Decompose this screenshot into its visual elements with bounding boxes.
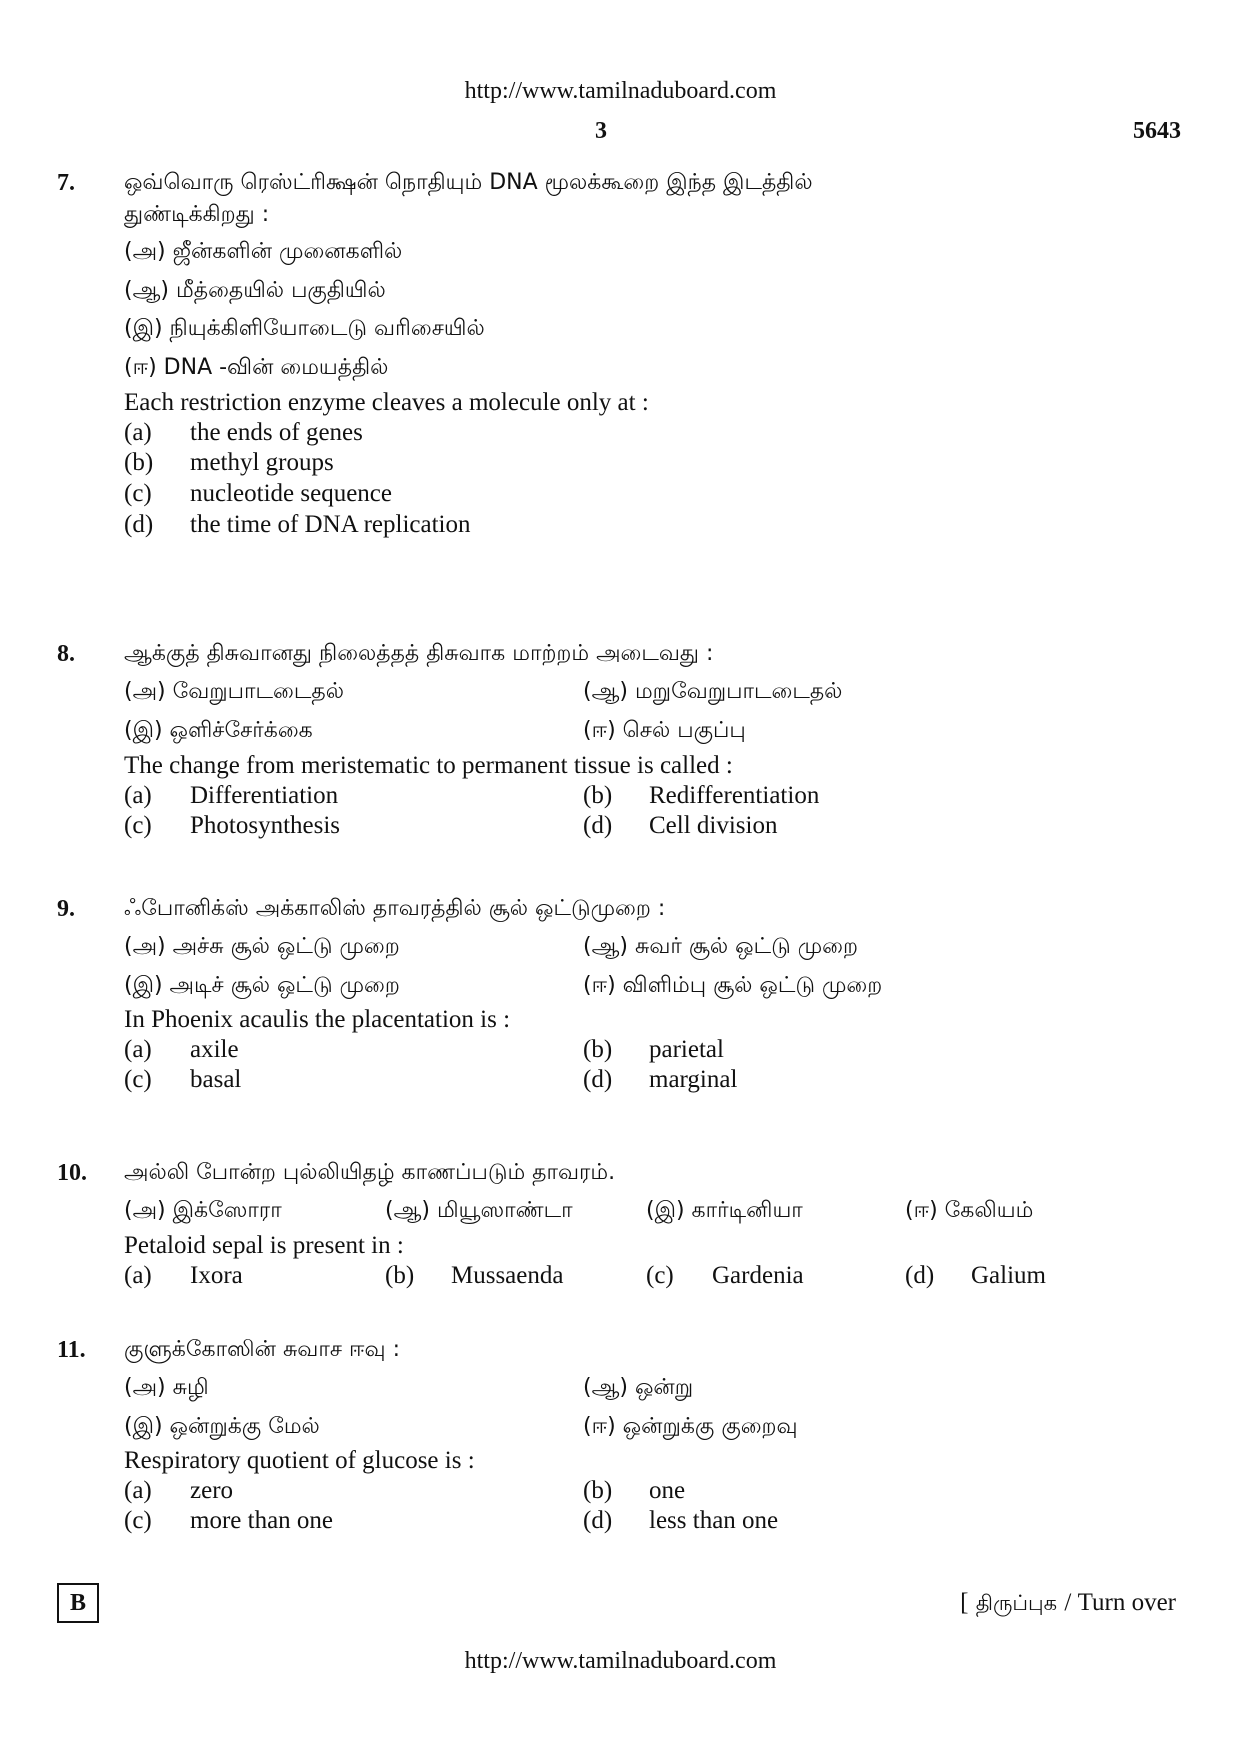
paper-code: 5643: [1133, 118, 1181, 144]
option-label: (a): [124, 1262, 152, 1289]
option-label: (b): [385, 1262, 415, 1289]
option-label: (a): [124, 1477, 152, 1504]
turn-over-bracket: [: [960, 1589, 969, 1616]
option-text: less than one: [649, 1507, 779, 1534]
option-text: Photosynthesis: [190, 812, 341, 839]
question-number: 8.: [57, 641, 75, 667]
option-text: one: [649, 1477, 686, 1504]
tamil-option: (அ) ஜீன்களின் முனைகளில்: [124, 239, 403, 264]
tamil-option: (ஆ) மியூஸாண்டா: [385, 1198, 573, 1223]
tamil-option: (ஈ) செல் பகுப்பு: [583, 718, 746, 743]
option-label: (b): [583, 1036, 613, 1063]
tamil-option: (ஆ) ஒன்று: [583, 1375, 694, 1400]
header-url[interactable]: http://www.tamilnaduboard.com: [464, 78, 777, 104]
question-number: 10.: [57, 1160, 87, 1186]
english-option: [124, 1262, 243, 1290]
option-label: (a): [124, 419, 152, 446]
tamil-option: (ஆ) மறுவேறுபாடடைதல்: [583, 679, 843, 704]
option-text: Redifferentiation: [649, 782, 820, 809]
option-text: Mussaenda: [451, 1262, 564, 1289]
tamil-option: (ஆ) மீத்தையில் பகுதியில்: [124, 278, 386, 303]
option-label: (b): [583, 782, 613, 809]
option-label: (c): [124, 1066, 152, 1093]
tamil-option: (ஆ) சுவர் சூல் ஒட்டு முறை: [583, 934, 858, 959]
english-option: [124, 812, 340, 840]
option-label: (a): [124, 782, 152, 809]
question-number: 7.: [57, 170, 75, 196]
tamil-option: (இ) நியுக்கிளியோடைடு வரிசையில்: [124, 316, 485, 341]
tamil-stem-line: குளுக்கோஸின் சுவாச ஈவு :: [124, 1337, 400, 1362]
english-option: [583, 812, 777, 840]
english-option: [124, 1507, 333, 1535]
footer-url[interactable]: http://www.tamilnaduboard.com: [464, 1648, 777, 1674]
tamil-option: (அ) சுழி: [124, 1375, 209, 1400]
tamil-stem-line: அல்லி போன்ற புல்லியிதழ் காணப்படும் தாவரம்.: [124, 1160, 616, 1185]
option-text: methyl groups: [190, 449, 334, 476]
question-number: 9.: [57, 896, 75, 922]
option-text: the ends of genes: [190, 419, 363, 446]
english-option: [124, 419, 363, 447]
english-option: [124, 511, 470, 539]
english-option: [646, 1262, 804, 1290]
option-text: Galium: [971, 1262, 1046, 1289]
option-text: Differentiation: [190, 782, 339, 809]
option-text: Cell division: [649, 812, 778, 839]
option-text: nucleotide sequence: [190, 480, 392, 507]
english-stem: Petaloid sepal is present in :: [124, 1232, 404, 1259]
english-option: [583, 1066, 737, 1094]
tamil-stem-line: ஃபோனிக்ஸ் அக்காலிஸ் தாவரத்தில் சூல் ஒட்டுமுறை :: [124, 896, 666, 921]
tamil-stem-line: துண்டிக்கிறது :: [124, 202, 270, 227]
booklet-code-box: B: [57, 1583, 99, 1623]
option-text: marginal: [649, 1066, 738, 1093]
option-label: (b): [583, 1477, 613, 1504]
tamil-option: (இ) ஒன்றுக்கு மேல்: [124, 1414, 320, 1439]
option-text: the time of DNA replication: [190, 511, 471, 538]
tamil-option: (அ) அச்சு சூல் ஒட்டு முறை: [124, 934, 400, 959]
option-label: (d): [583, 1507, 613, 1534]
english-stem: The change from meristematic to permanent tissue is called :: [124, 752, 733, 779]
tamil-option: (இ) ஒளிச்சேர்க்கை: [124, 718, 313, 743]
english-option: [583, 782, 819, 810]
tamil-option: (ஈ) ஒன்றுக்கு குறைவு: [583, 1414, 798, 1439]
tamil-option: (ஈ) DNA -வின் மையத்தில்: [124, 355, 389, 380]
english-option: [124, 449, 334, 477]
option-text: Gardenia: [712, 1262, 804, 1289]
tamil-option: (ஈ) கேலியம்: [905, 1198, 1034, 1223]
option-text: more than one: [190, 1507, 334, 1534]
english-option: [124, 782, 338, 810]
english-stem: In Phoenix acaulis the placentation is :: [124, 1006, 511, 1033]
turn-over-note: [960, 1589, 1176, 1618]
english-option: [124, 1036, 239, 1064]
turn-over-english: / Turn over: [1064, 1589, 1176, 1616]
turn-over-tamil: திருப்புக: [975, 1591, 1058, 1615]
tamil-stem-line: ஆக்குத் திசுவானது நிலைத்தத் திசுவாக மாற்றம் அடைவது :: [124, 641, 714, 666]
option-text: axile: [190, 1036, 239, 1063]
page-number: 3: [595, 118, 607, 144]
english-option: [583, 1507, 778, 1535]
option-label: (d): [583, 1066, 613, 1093]
option-label: (a): [124, 1036, 152, 1063]
tamil-option: (ஈ) விளிம்பு சூல் ஒட்டு முறை: [583, 973, 883, 998]
option-text: basal: [190, 1066, 242, 1093]
english-option: [124, 1066, 241, 1094]
option-label: (c): [124, 480, 152, 507]
english-option: [124, 1477, 233, 1505]
option-text: zero: [190, 1477, 234, 1504]
option-text: parietal: [649, 1036, 724, 1063]
english-stem: Respiratory quotient of glucose is :: [124, 1447, 475, 1474]
english-stem: Each restriction enzyme cleaves a molecule only at :: [124, 389, 649, 416]
option-label: (c): [646, 1262, 674, 1289]
tamil-stem-line: ஒவ்வொரு ரெஸ்ட்ரிக்ஷன் நொதியும் DNA மூலக்கூறை இந்த இடத்தில்: [124, 170, 813, 195]
option-label: (d): [905, 1262, 935, 1289]
option-label: (c): [124, 812, 152, 839]
tamil-option: (இ) அடிச் சூல் ஒட்டு முறை: [124, 973, 400, 998]
option-label: (b): [124, 449, 154, 476]
question-number: 11.: [57, 1337, 86, 1363]
english-option: [124, 480, 392, 508]
option-label: (d): [583, 812, 613, 839]
tamil-option: (அ) வேறுபாடடைதல்: [124, 679, 344, 704]
english-option: [583, 1477, 685, 1505]
english-option: [385, 1262, 563, 1290]
english-option: [905, 1262, 1046, 1290]
tamil-option: (அ) இக்ஸோரா: [124, 1198, 282, 1223]
option-label: (c): [124, 1507, 152, 1534]
option-text: Ixora: [190, 1262, 243, 1289]
option-label: (d): [124, 511, 154, 538]
english-option: [583, 1036, 724, 1064]
tamil-option: (இ) கார்டினியா: [646, 1198, 803, 1223]
